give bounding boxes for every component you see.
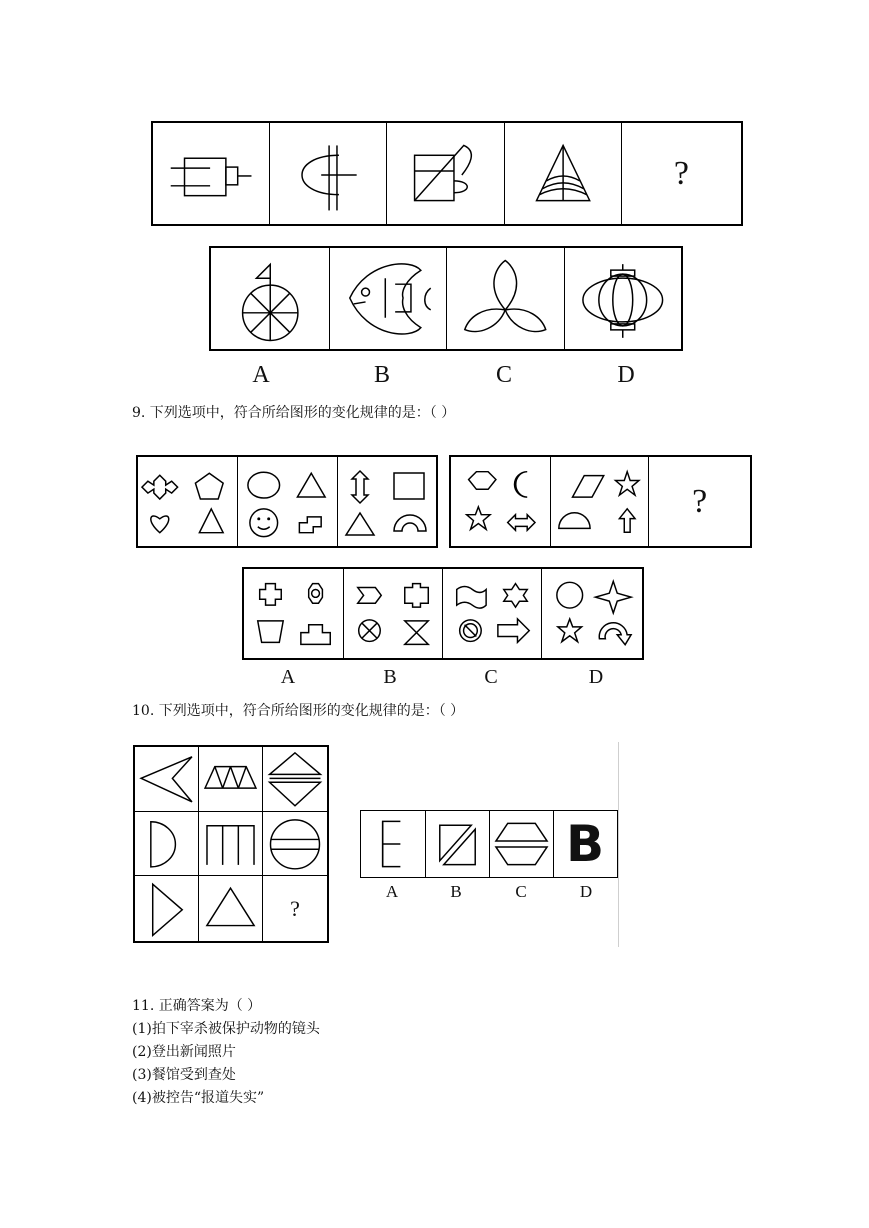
q10-cell-2 <box>199 747 263 812</box>
q9-option-b-figure <box>344 569 443 658</box>
q10-cell-3 <box>263 747 327 812</box>
q10-option-d-label: D <box>579 882 593 901</box>
question-mark: ? <box>692 482 708 520</box>
q8-figure-unknown <box>622 123 741 224</box>
q9-option-d-figure <box>542 569 642 658</box>
q8-figure-4 <box>505 123 622 224</box>
q11-item-3: (3)餐馆受到查处 <box>132 1067 236 1083</box>
q9-options-row <box>242 567 644 660</box>
q8-figure-1 <box>153 123 270 224</box>
q9-option-a-label: A <box>280 666 296 688</box>
q10-option-b-figure <box>426 811 490 877</box>
q10-option-d-figure <box>554 811 616 877</box>
q8-option-c-label: C <box>495 362 512 388</box>
q8-figure-3 <box>387 123 504 224</box>
q9-question-text: 9. 下列选项中，符合所给图形的变化规律的是：（ ） <box>132 405 456 421</box>
q9-group-2 <box>449 455 752 548</box>
q10-option-b-label: B <box>450 882 462 901</box>
q8-option-b-figure <box>330 248 448 349</box>
q10-divider-line <box>618 742 619 947</box>
q10-options-row <box>360 810 618 878</box>
q8-option-d-figure <box>565 248 682 349</box>
q10-option-a-label: A <box>385 882 399 901</box>
q10-option-c-label: C <box>515 882 527 901</box>
question-mark: ? <box>673 154 689 192</box>
q10-option-d-glyph: B <box>565 815 605 873</box>
q11-item-1: (1)拍下宰杀被保护动物的镜头 <box>132 1021 320 1037</box>
q9-option-c-figure <box>443 569 542 658</box>
q8-option-d-label: D <box>617 362 635 388</box>
question-mark: ? <box>290 895 300 921</box>
q9-option-c-label: C <box>484 666 498 688</box>
q11-question-text: 11. 正确答案为（ ） <box>132 998 262 1014</box>
q9-option-d-label: D <box>588 666 604 688</box>
q8-option-b-label: B <box>373 362 390 388</box>
q10-cell-8 <box>199 876 263 941</box>
q8-option-a-figure <box>211 248 330 349</box>
q9-figure-1 <box>138 457 238 546</box>
q8-sequence-row <box>151 121 743 226</box>
q8-option-c-figure <box>447 248 565 349</box>
q10-matrix <box>133 745 329 943</box>
q10-option-c-figure <box>490 811 554 877</box>
q10-cell-4 <box>135 812 199 877</box>
q10-cell-1 <box>135 747 199 812</box>
q9-figure-5 <box>551 457 650 546</box>
q10-option-a-figure <box>361 811 426 877</box>
q9-group-1 <box>136 455 438 548</box>
q8-options-row <box>209 246 683 351</box>
q8-figure-2 <box>270 123 387 224</box>
q10-cell-6 <box>263 812 327 877</box>
q9-figure-unknown <box>649 457 750 546</box>
q10-cell-5 <box>199 812 263 877</box>
q8-option-a-label: A <box>252 362 270 388</box>
q9-figure-3 <box>338 457 436 546</box>
q9-figure-4 <box>451 457 551 546</box>
q11-item-2: (2)登出新闻照片 <box>132 1044 236 1060</box>
q11-item-4: (4)被控告“报道失实” <box>132 1090 265 1106</box>
q9-option-b-label: B <box>383 666 397 688</box>
q9-figure-2 <box>238 457 338 546</box>
q9-option-a-figure <box>244 569 344 658</box>
q10-question-text: 10. 下列选项中，符合所给图形的变化规律的是：（ ） <box>132 703 465 719</box>
q10-cell-unknown <box>263 876 327 941</box>
q10-cell-7 <box>135 876 199 941</box>
